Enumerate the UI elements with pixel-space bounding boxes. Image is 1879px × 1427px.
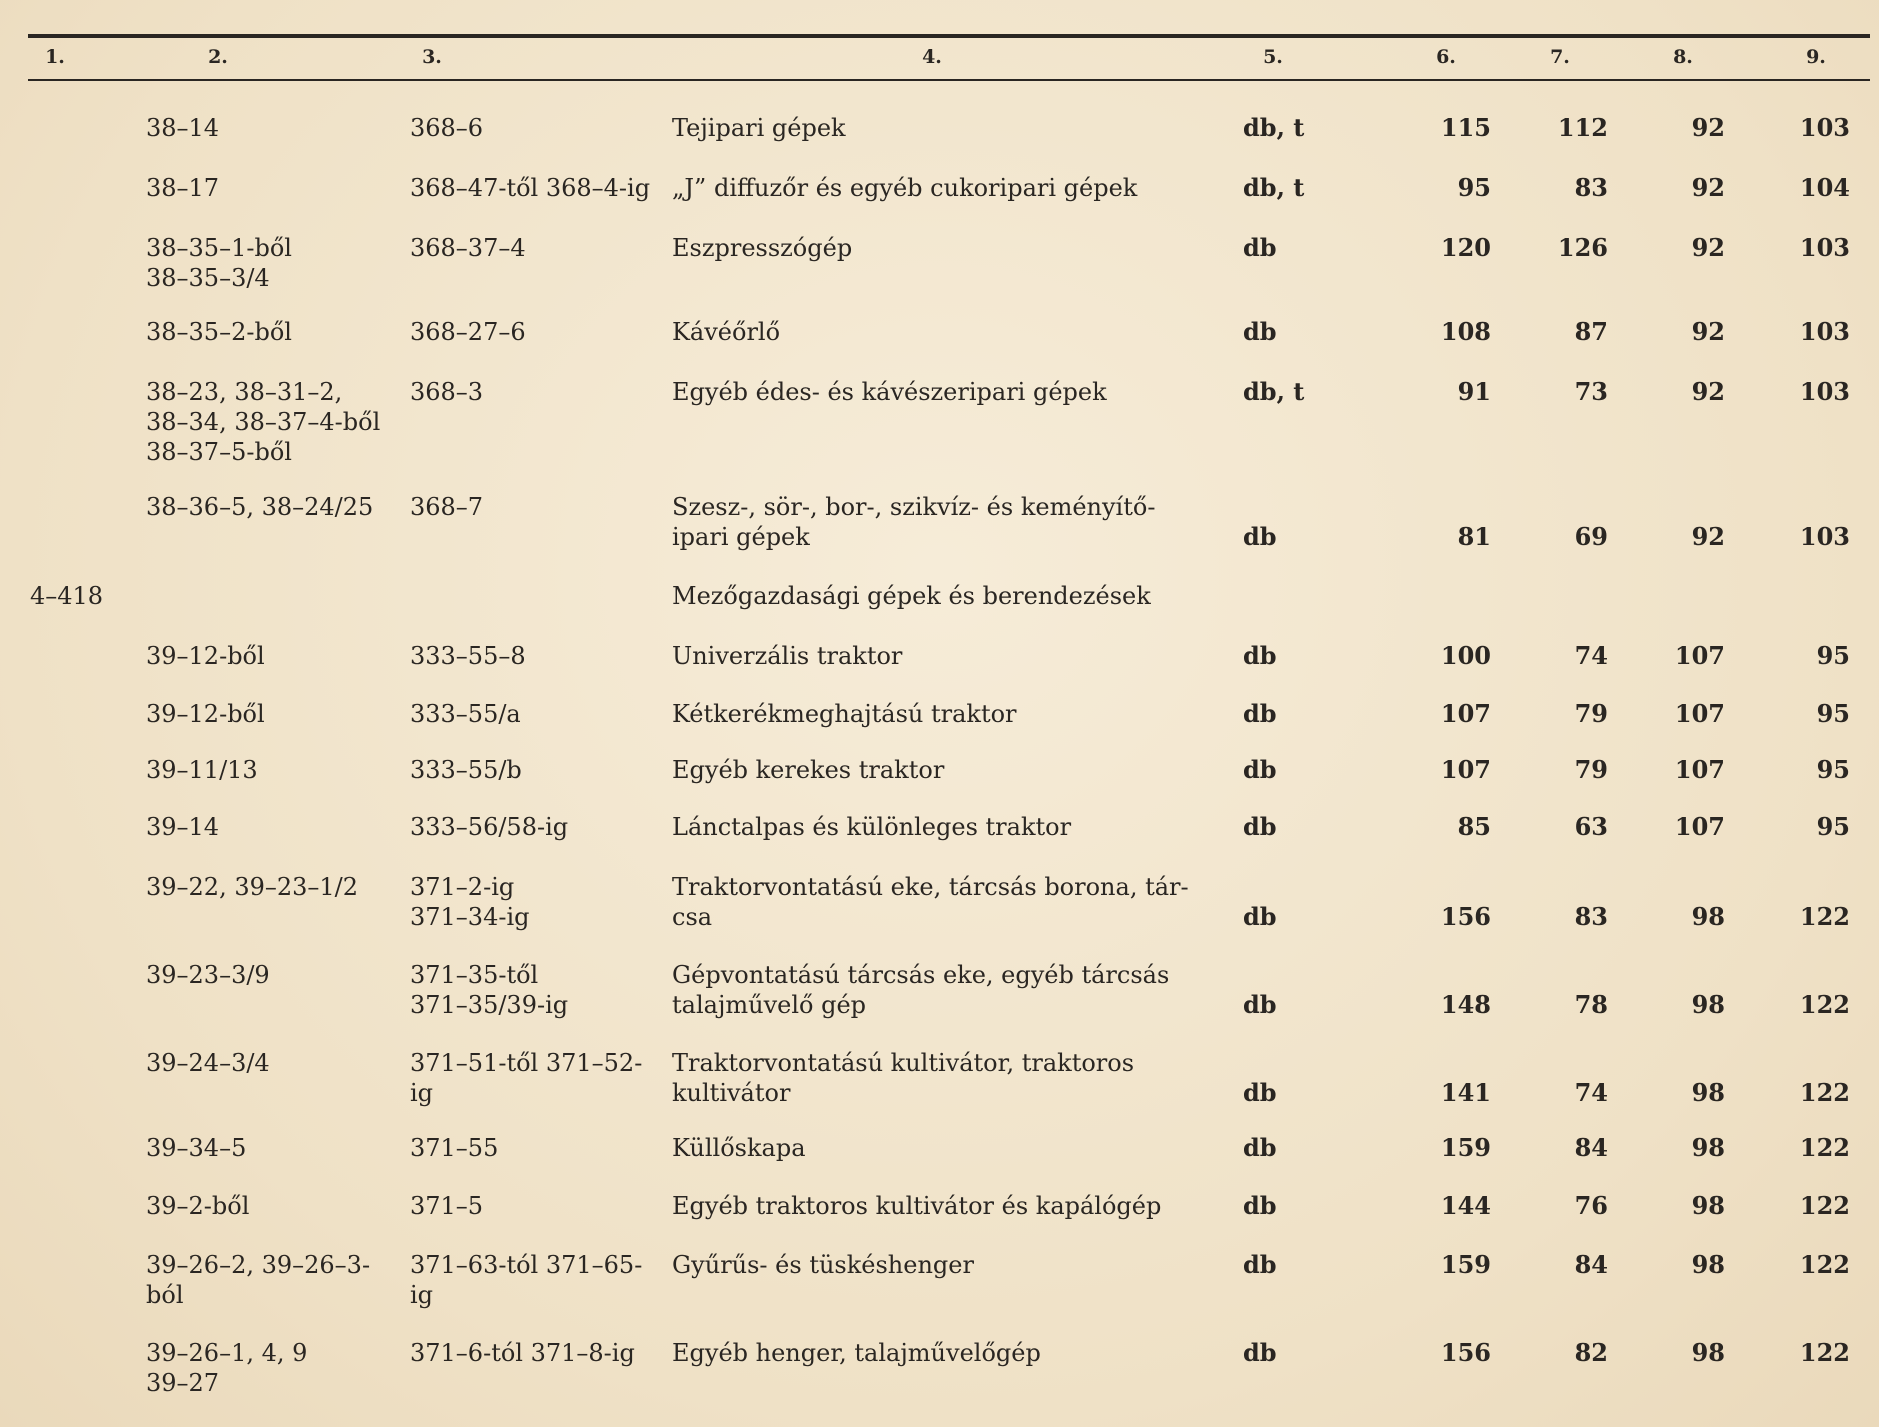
- value-cell-6: 85: [1457, 812, 1491, 841]
- value-cell-9: 122: [1799, 902, 1850, 931]
- unit-cell: db: [1243, 522, 1277, 551]
- code-cell: 38–23, 38–31–2, 38–34, 38–37–4-ből 38–37–5-ből: [146, 378, 381, 466]
- value-cell-8: 92: [1691, 377, 1725, 406]
- description-cell: Egyéb kerekes traktor: [672, 756, 945, 784]
- code-range-cell: 333–55/a: [410, 700, 521, 728]
- description-cell: Küllőskapa: [672, 1134, 806, 1162]
- value-cell-9: 122: [1799, 1133, 1850, 1162]
- value-cell-8: 98: [1691, 1191, 1725, 1220]
- value-cell-8: 92: [1691, 522, 1725, 551]
- column-header-6: 6.: [1436, 46, 1456, 68]
- value-cell-7: 79: [1574, 755, 1608, 784]
- code-range-cell: 333–55/b: [410, 756, 522, 784]
- value-cell-9: 95: [1816, 641, 1850, 670]
- column-header-9: 9.: [1806, 46, 1826, 68]
- code-range-cell: 371–5: [410, 1192, 484, 1220]
- code-cell: 39–26–1, 4, 9 39–27: [146, 1339, 308, 1397]
- code-cell: 39–24–3/4: [146, 1049, 270, 1077]
- value-cell-7: 126: [1557, 233, 1608, 262]
- code-cell: 39–12-ből: [146, 642, 265, 670]
- value-cell-6: 108: [1440, 317, 1491, 346]
- value-cell-8: 107: [1674, 641, 1725, 670]
- column-header-4: 4.: [922, 46, 942, 68]
- value-cell-9: 103: [1799, 522, 1850, 551]
- value-cell-6: 115: [1440, 113, 1491, 142]
- value-cell-6: 100: [1440, 641, 1491, 670]
- code-range-cell: 368–3: [410, 378, 484, 406]
- unit-cell: db: [1243, 1078, 1277, 1107]
- description-cell: Gépvontatású tárcsás eke, egyéb tárcsás talajművelő gép: [672, 961, 1170, 1019]
- code-range-cell: 371–6-tól 371–8-ig: [410, 1339, 635, 1367]
- value-cell-6: 120: [1440, 233, 1491, 262]
- value-cell-8: 98: [1691, 902, 1725, 931]
- value-cell-7: 83: [1574, 173, 1608, 202]
- value-cell-9: 122: [1799, 1078, 1850, 1107]
- code-range-cell: 371–51-től 371–52- ig: [410, 1049, 643, 1107]
- value-cell-8: 98: [1691, 1133, 1725, 1162]
- description-cell: Tejipari gépek: [672, 114, 846, 142]
- value-cell-7: 83: [1574, 902, 1608, 931]
- value-cell-6: 156: [1440, 902, 1491, 931]
- code-cell: 39–11/13: [146, 756, 258, 784]
- code-cell: 38–36–5, 38–24/25: [146, 493, 374, 521]
- code-cell: 39–2-ből: [146, 1192, 250, 1220]
- description-cell: Univerzális traktor: [672, 642, 903, 670]
- code-range-cell: 368–6: [410, 114, 484, 142]
- group-code: 4–418: [30, 582, 104, 610]
- code-cell: 39–34–5: [146, 1134, 247, 1162]
- value-cell-6: 91: [1457, 377, 1491, 406]
- value-cell-6: 159: [1440, 1250, 1491, 1279]
- unit-cell: db: [1243, 812, 1277, 841]
- value-cell-8: 92: [1691, 113, 1725, 142]
- value-cell-6: 156: [1440, 1338, 1491, 1367]
- value-cell-7: 78: [1574, 990, 1608, 1019]
- unit-cell: db: [1243, 233, 1277, 262]
- column-header-3: 3.: [422, 46, 442, 68]
- description-cell: Lánctalpas és különleges traktor: [672, 813, 1072, 841]
- description-cell: Kávéőrlő: [672, 318, 781, 346]
- code-range-cell: 368–27–6: [410, 318, 526, 346]
- code-cell: 38–17: [146, 174, 220, 202]
- unit-cell: db: [1243, 699, 1277, 728]
- description-cell: Egyéb henger, talajművelőgép: [672, 1339, 1041, 1367]
- value-cell-8: 98: [1691, 1250, 1725, 1279]
- value-cell-6: 159: [1440, 1133, 1491, 1162]
- column-header-8: 8.: [1673, 46, 1693, 68]
- value-cell-9: 103: [1799, 113, 1850, 142]
- code-range-cell: 371–2-ig 371–34-ig: [410, 873, 530, 931]
- unit-cell: db: [1243, 317, 1277, 346]
- value-cell-9: 104: [1799, 173, 1850, 202]
- value-cell-6: 144: [1440, 1191, 1491, 1220]
- value-cell-8: 92: [1691, 233, 1725, 262]
- code-range-cell: 371–55: [410, 1134, 499, 1162]
- value-cell-6: 107: [1440, 699, 1491, 728]
- value-cell-7: 74: [1574, 641, 1608, 670]
- column-header-7: 7.: [1550, 46, 1570, 68]
- description-cell: Egyéb édes- és kávészeripari gépek: [672, 378, 1107, 406]
- value-cell-9: 122: [1799, 990, 1850, 1019]
- value-cell-6: 107: [1440, 755, 1491, 784]
- value-cell-9: 103: [1799, 377, 1850, 406]
- value-cell-9: 122: [1799, 1338, 1850, 1367]
- column-header-5: 5.: [1263, 46, 1283, 68]
- code-cell: 39–23–3/9: [146, 961, 270, 989]
- value-cell-8: 92: [1691, 317, 1725, 346]
- value-cell-8: 107: [1674, 699, 1725, 728]
- value-cell-7: 73: [1574, 377, 1608, 406]
- unit-cell: db: [1243, 902, 1277, 931]
- unit-cell: db: [1243, 1338, 1277, 1367]
- description-cell: Traktorvontatású kultivátor, traktoros kultivátor: [672, 1049, 1135, 1107]
- code-range-cell: 371–35-től 371–35/39-ig: [410, 961, 569, 1019]
- value-cell-7: 79: [1574, 699, 1608, 728]
- value-cell-7: 82: [1574, 1338, 1608, 1367]
- unit-cell: db: [1243, 641, 1277, 670]
- value-cell-9: 122: [1799, 1191, 1850, 1220]
- value-cell-9: 95: [1816, 755, 1850, 784]
- value-cell-8: 107: [1674, 755, 1725, 784]
- value-cell-8: 98: [1691, 990, 1725, 1019]
- value-cell-7: 84: [1574, 1250, 1608, 1279]
- value-cell-6: 81: [1457, 522, 1491, 551]
- code-cell: 38–35–1-ből 38–35–3/4: [146, 234, 292, 292]
- value-cell-9: 103: [1799, 233, 1850, 262]
- description-cell: Kétkerékmeghajtású traktor: [672, 700, 1017, 728]
- code-cell: 39–26–2, 39–26–3- ból: [146, 1251, 371, 1309]
- value-cell-7: 63: [1574, 812, 1608, 841]
- unit-cell: db: [1243, 755, 1277, 784]
- value-cell-8: 107: [1674, 812, 1725, 841]
- value-cell-7: 69: [1574, 522, 1608, 551]
- description-cell: „J” diffuzőr és egyéb cukoripari gépek: [672, 174, 1138, 202]
- value-cell-8: 92: [1691, 173, 1725, 202]
- unit-cell: db: [1243, 990, 1277, 1019]
- code-range-cell: 368–37–4: [410, 234, 526, 262]
- value-cell-6: 141: [1440, 1078, 1491, 1107]
- code-cell: 39–22, 39–23–1/2: [146, 873, 359, 901]
- value-cell-9: 103: [1799, 317, 1850, 346]
- code-range-cell: 333–56/58-ig: [410, 813, 569, 841]
- description-cell: Eszpresszógép: [672, 234, 853, 262]
- unit-cell: db: [1243, 1191, 1277, 1220]
- value-cell-6: 148: [1440, 990, 1491, 1019]
- value-cell-7: 74: [1574, 1078, 1608, 1107]
- code-range-cell: 333–55–8: [410, 642, 526, 670]
- description-cell: Szesz-, sör-, bor-, szikvíz- és keményítő- ipari gépek: [672, 493, 1156, 551]
- value-cell-8: 98: [1691, 1078, 1725, 1107]
- header-rule: [28, 79, 1870, 81]
- column-header-2: 2.: [208, 46, 228, 68]
- value-cell-7: 87: [1574, 317, 1608, 346]
- top-rule: [28, 34, 1870, 38]
- value-cell-6: 95: [1457, 173, 1491, 202]
- code-range-cell: 371–63-tól 371–65- ig: [410, 1251, 643, 1309]
- code-cell: 38–35–2-ből: [146, 318, 292, 346]
- unit-cell: db, t: [1243, 377, 1305, 406]
- unit-cell: db, t: [1243, 113, 1305, 142]
- value-cell-9: 95: [1816, 812, 1850, 841]
- code-cell: 39–12-ből: [146, 700, 265, 728]
- value-cell-9: 95: [1816, 699, 1850, 728]
- value-cell-7: 76: [1574, 1191, 1608, 1220]
- column-header-1: 1.: [45, 46, 65, 68]
- code-range-cell: 368–7: [410, 493, 484, 521]
- code-cell: 38–14: [146, 114, 220, 142]
- unit-cell: db: [1243, 1250, 1277, 1279]
- unit-cell: db: [1243, 1133, 1277, 1162]
- value-cell-7: 112: [1557, 113, 1608, 142]
- description-cell: Gyűrűs- és tüskéshenger: [672, 1251, 974, 1279]
- description-cell: Egyéb traktoros kultivátor és kapálógép: [672, 1192, 1162, 1220]
- unit-cell: db, t: [1243, 173, 1305, 202]
- value-cell-7: 84: [1574, 1133, 1608, 1162]
- description-cell: Mezőgazdasági gépek és berendezések: [672, 582, 1151, 610]
- code-cell: 39–14: [146, 813, 220, 841]
- value-cell-9: 122: [1799, 1250, 1850, 1279]
- description-cell: Traktorvontatású eke, tárcsás borona, tár- csa: [672, 873, 1189, 931]
- code-range-cell: 368–47-től 368–4-ig: [410, 174, 651, 202]
- value-cell-8: 98: [1691, 1338, 1725, 1367]
